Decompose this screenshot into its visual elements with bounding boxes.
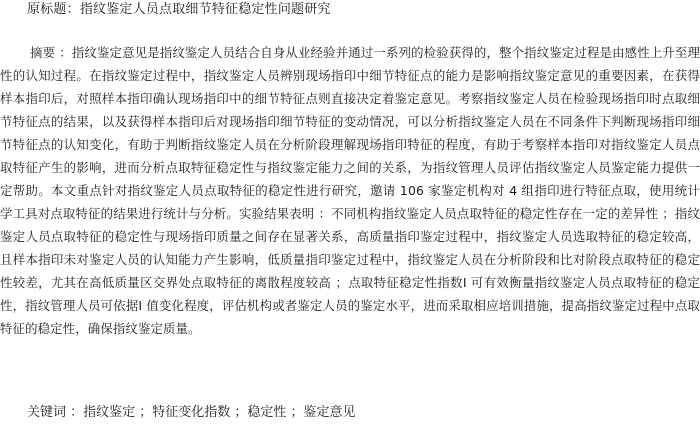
abstract-paragraph <box>0 41 700 340</box>
abstract-label: 摘要 <box>30 45 56 60</box>
abstract-text: 指纹鉴定意见是指纹鉴定人员结合自身从业经验并通过一系列的检验获得的，整个指纹鉴定过程是由感性上升至理性的认知过程。在指纹鉴定过程中，指纹鉴定人员辨别现场指印中细节特征点的能力是影响指纹鉴定意见的重要因素，在获得样本指印后，对照样本指印确认现场指印中的细节特征点则直接决定着鉴定意见。考察指纹鉴定人员在检验现场指印时点取细节特征点的结果，以及获得样本指印后对现场指印细节特征的变动情况，可以分析指纹鉴定人员在不同条件下判断现场指印细节特征点的认知变化，有助于判断指纹鉴定人员在分析阶段理解现场指印特征的程度，有助于考察样本指印对指纹鉴定人员点取特征产生的影响，进而分析点取特征稳定性与指纹鉴定能力之间的关系，为指纹管理人员评估指纹鉴定人员鉴定能力提供一定帮助。本文重点针对指纹鉴定人员点取特征的稳定性进行研究，邀请 106 家鉴定机构对 4 组指印进行特征点取，使用统计学工具对点取特征的结果进行统计与分析。实验结果表明 ：不同机构指纹鉴定人员点取特征的稳定性存在一定的差异性 ；指纹鉴定人员点取特征的稳定性与现场指印质量之间存在显著关系，高质量指印鉴定过程中，指纹鉴定人员选取特征的稳定较高，且样本指印未对鉴定人员的认知能力产生影响，低质量指印鉴定过程中，指纹鉴定人员在分析阶段和比对阶段点取特征的稳定性较差，尤其在高低质量区交界处点取特征的离散程度较高 ；点取特征稳定性指数I 可有效衡量指纹鉴定人员点取特征的稳定性，指纹管理人员可依据I 值变化程度，评估机构或者鉴定人员的鉴定水平，进而采取相应培训措施，提高指纹鉴定过程中点取特征的稳定性，确保指纹鉴定质量。 <box>0 45 700 336</box>
original-title-line <box>27 1 331 18</box>
abstract-separator: ： <box>59 45 72 60</box>
keywords-text: ：指纹鉴定 ；特征变化指数 ；稳定性 ；鉴定意见 <box>70 405 356 420</box>
original-title-label: 原标题： <box>27 2 80 17</box>
keywords-label: 关键词 <box>27 405 67 420</box>
original-title: 指纹鉴定人员点取细节特征稳定性问题研究 <box>79 2 331 17</box>
keywords-line <box>27 404 356 421</box>
